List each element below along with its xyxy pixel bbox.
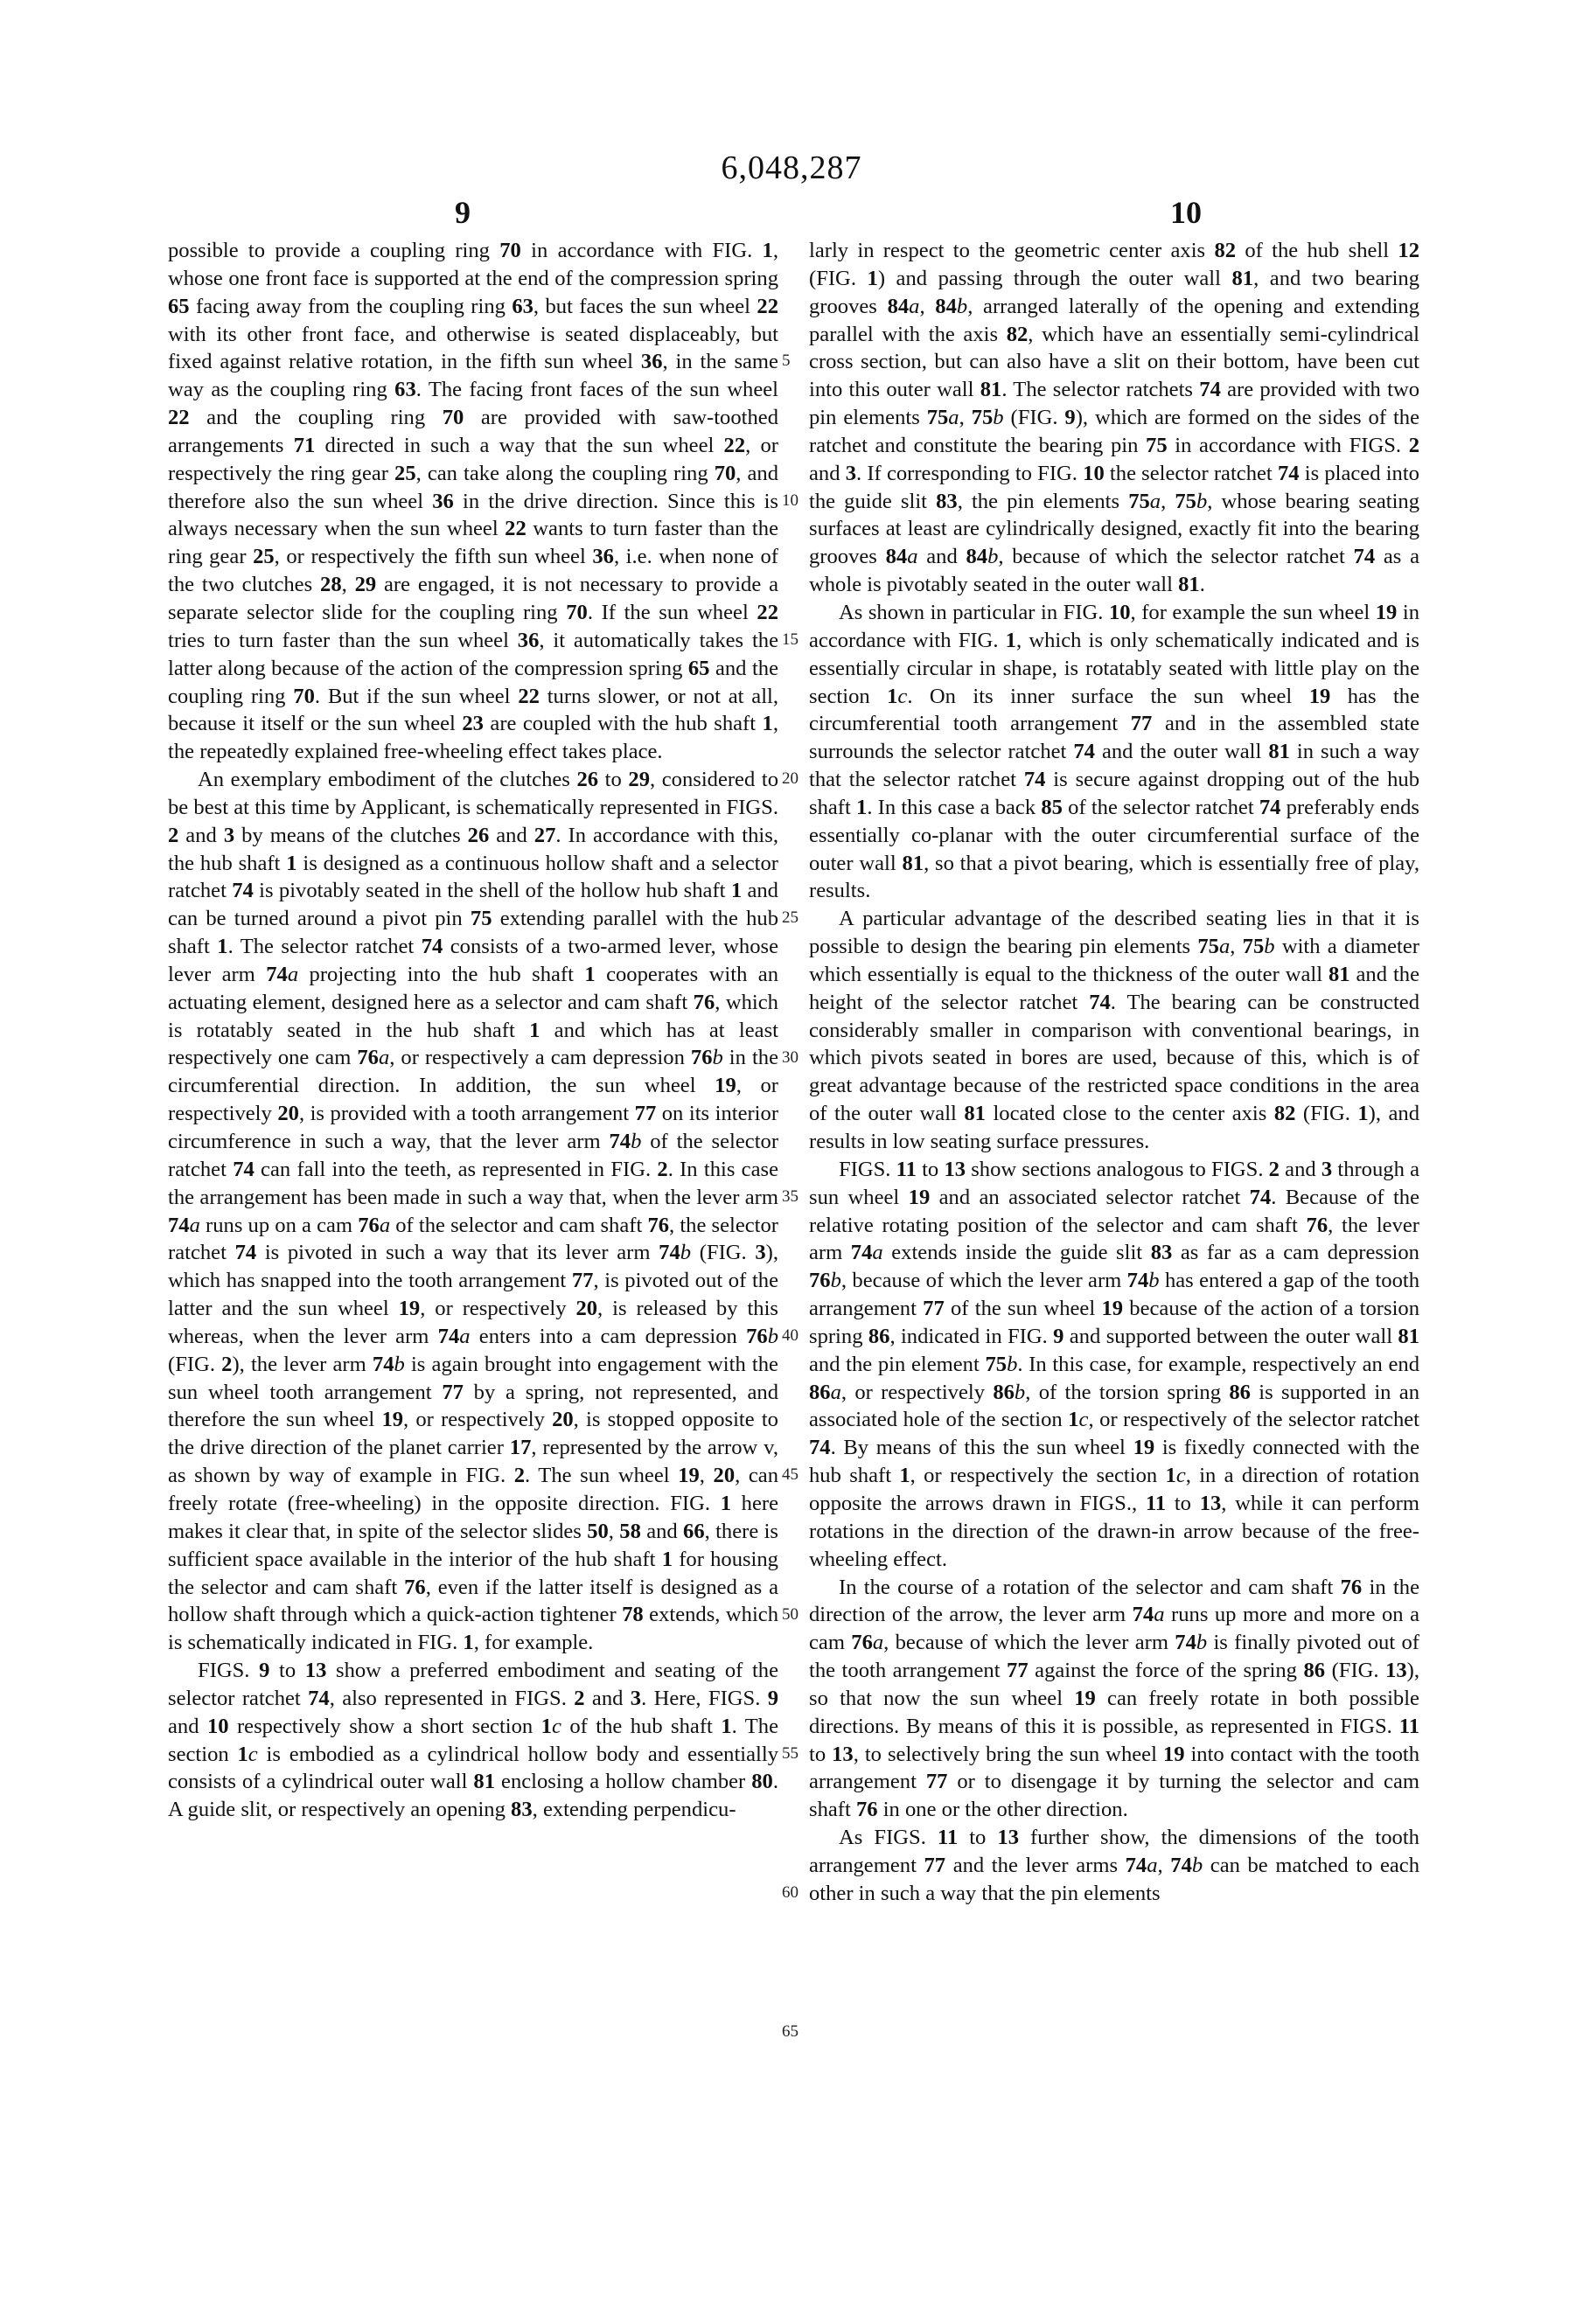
line-number: 55 bbox=[782, 1743, 798, 1763]
left-paragraph: An exemplary embodiment of the clutches 26 to 29, considered to be best at this time by Applicant, is schematically represented in FIGS. 2 and 3 by means of the clutches 26 and 27. In accordance with this, the hub shaft 1 is designed as a continuous hollow shaft and a selector ratchet 74 is pivotably seated in the shell of the hollow hub shaft 1 and can be turned around a pivot pin 75 extending parallel with the hub shaft 1. The selector ratchet 74 consists of a two-armed lever, whose lever arm 74a projecting into the hub shaft 1 cooperates with an actuating element, designed here as a selector and cam shaft 76, which is rotatably seated in the hub shaft 1 and which has at least respectively one cam 76a, or respectively a cam depression 76b in the circumferential direction. In addition, the sun wheel 19, or respectively 20, is provided with a tooth arrangement 77 on its interior circumference in such a way, that the lever arm 74b of the selector ratchet 74 can fall into the teeth, as represented in FIG. 2. In this case the arrangement has been made in such a way that, when the lever arm 74a runs up on a cam 76a of the selector and cam shaft 76, the selector ratchet 74 is pivoted in such a way that its lever arm 74b (FIG. 3), which has snapped into the tooth arrangement 77, is pivoted out of the latter and the sun wheel 19, or respectively 20, is released by this whereas, when the lever arm 74a enters into a cam depression 76b (FIG. 2), the lever arm 74b is again brought into engagement with the sun wheel tooth arrangement 77 by a spring, not represented, and therefore the sun wheel 19, or respectively 20, is stopped opposite to the drive direction of the planet carrier 17, represented by the arrow v, as shown by way of example in FIG. 2. The sun wheel 19, 20, can freely rotate (free-wheeling) in the opposite direction. FIG. 1 here makes it clear that, in spite of the selector slides 50, 58 and 66, there is sufficient space available in the interior of the hub shaft 1 for housing the selector and cam shaft 76, even if the latter itself is designed as a hollow shaft through which a quick-action tightener 78 extends, which is schematically indicated in FIG. 1, for example. bbox=[168, 768, 779, 1655]
line-number: 30 bbox=[782, 1047, 798, 1067]
line-number: 65 bbox=[782, 2022, 798, 2042]
right-paragraph: In the course of a rotation of the selector and cam shaft 76 in the direction of the arrow, the lever arm 74a runs up more and more on a cam 76a, because of which the lever arm 74b is finally pivoted out of the tooth arrangement 77 against the force of the spring 86 (FIG. 13), so that now the sun wheel 19 can freely rotate in both possible directions. By means of this it is possible, as represented in FIGS. 11 to 13, to selectively bring the sun wheel 19 into contact with the tooth arrangement 77 or to disengage it by turning the selector and cam shaft 76 in one or the other direction. bbox=[809, 1575, 1420, 1822]
line-number: 35 bbox=[782, 1186, 798, 1206]
line-number: 50 bbox=[782, 1604, 798, 1624]
right-paragraph: FIGS. 11 to 13 show sections analogous to FIGS. 2 and 3 through a sun wheel 19 and an associated selector ratchet 74. Because of the relative rotating position of the selector and cam shaft 76, the lever arm 74a extends inside the guide slit 83 as far as a cam depression 76b, because of which the lever arm 74b has entered a gap of the tooth arrangement 77 of the sun wheel 19 because of the action of a torsion spring 86, indicated in FIG. 9 and supported between the outer wall 81 and the pin element 75b. In this case, for example, respectively an end 86a, or respectively 86b, of the torsion spring 86 is supported in an associated hole of the section 1c, or respectively of the selector ratchet 74. By means of this the sun wheel 19 is fixedly connected with the hub shaft 1, or respectively the section 1c, in a direction of rotation opposite the arrows drawn in FIGS., 11 to 13, while it can perform rotations in the direction of the drawn-in arrow because of the free-wheeling effect. bbox=[809, 1157, 1420, 1571]
right-paragraph: larly in respect to the geometric center axis 82 of the hub shell 12 (FIG. 1) and passing through the outer wall 81, and two bearing grooves 84a, 84b, arranged laterally of the opening and extending parallel with the axis 82, which have an essentially semi-cylindrical cross section, but can also have a slit on their bottom, have been cut into this outer wall 81. The selector ratchets 74 are provided with two pin elements 75a, 75b (FIG. 9), which are formed on the sides of the ratchet and constitute the bearing pin 75 in accordance with FIGS. 2 and 3. If corresponding to FIG. 10 the selector ratchet 74 is placed into the guide slit 83, the pin elements 75a, 75b, whose bearing seating surfaces at least are cylindrically designed, exactly fit into the bearing grooves 84a and 84b, because of which the selector ratchet 74 as a whole is pivotably seated in the outer wall 81. bbox=[809, 239, 1420, 597]
right-text-column bbox=[809, 237, 1419, 1908]
line-number: 15 bbox=[782, 630, 798, 649]
line-number: 60 bbox=[782, 1883, 798, 1903]
line-number: 10 bbox=[782, 491, 798, 510]
line-number: 45 bbox=[782, 1465, 798, 1485]
right-paragraph: As shown in particular in FIG. 10, for example the sun wheel 19 in accordance with FIG. 1, which is only schematically indicated and is essentially circular in shape, is rotatably seated with little play on the section 1c. On its inner surface the sun wheel 19 has the circumferential tooth arrangement 77 and in the assembled state surrounds the selector ratchet 74 and the outer wall 81 in such a way that the selector ratchet 74 is secure against dropping out of the hub shaft 1. In this case a back 85 of the selector ratchet 74 preferably ends essentially co-planar with the outer circumferential surface of the outer wall 81, so that a pivot bearing, which is essentially free of play, results. bbox=[809, 600, 1419, 903]
left-paragraph: possible to provide a coupling ring 70 in accordance with FIG. 1, whose one front face is supported at the end of the compression spring 65 facing away from the coupling ring 63, but faces the sun wheel 22 with its other front face, and otherwise is seated displaceably, but fixed against relative rotation, in the fifth sun wheel 36, in the same way as the coupling ring 63. The facing front faces of the sun wheel 22 and the coupling ring 70 are provided with saw-toothed arrangements 71 directed in such a way that the sun wheel 22, or respectively the ring gear 25, can take along the coupling ring 70, and therefore also the sun wheel 36 in the drive direction. Since this is always necessary when the sun wheel 22 wants to turn faster than the ring gear 25, or respectively the fifth sun wheel 36, i.e. when none of the two clutches 28, 29 are engaged, it is not necessary to provide a separate selector slide for the coupling ring 70. If the sun wheel 22 tries to turn faster than the sun wheel 36, it automatically takes the latter along because of the action of the compression spring 65 and the coupling ring 70. But if the sun wheel 22 turns slower, or not at all, because it itself or the sun wheel 23 are coupled with the hub shaft 1, the repeatedly explained free-wheeling effect takes place. bbox=[168, 239, 779, 764]
line-number: 20 bbox=[782, 769, 798, 789]
patent-number: 6,048,287 bbox=[721, 150, 862, 186]
line-number: 25 bbox=[782, 908, 798, 928]
column-number-left: 9 bbox=[455, 195, 471, 230]
right-paragraph: A particular advantage of the described seating lies in that it is possible to design the bearing pin elements 75a, 75b with a diameter which essentially is equal to the thickness of the outer wall 81 and the height of the selector ratchet 74. The bearing can be constructed considerably smaller in comparison with conventional bearings, in which pivots seated in bores are used, because of this, which is of great advantage because of the restricted space conditions in the area of the outer wall 81 located close to the center axis 82 (FIG. 1), and results in low seating surface pressures. bbox=[809, 907, 1420, 1153]
line-number: 5 bbox=[782, 351, 791, 371]
left-text-column bbox=[168, 237, 778, 1824]
left-paragraph: FIGS. 9 to 13 show a preferred embodiment and seating of the selector ratchet 74, also represented in FIGS. 2 and 3. Here, FIGS. 9 and 10 respectively show a short section 1c of the hub shaft 1. The section 1c is embodied as a cylindrical hollow body and essentially consists of a cylindrical outer wall 81 enclosing a hollow chamber 80. A guide slit, or respectively an opening 83, extending perpendicu- bbox=[168, 1659, 779, 1822]
line-number: 40 bbox=[782, 1326, 798, 1346]
right-paragraph: As FIGS. 11 to 13 further show, the dimensions of the tooth arrangement 77 and the lever arms 74a, 74b can be matched to each other in such a way that the pin elements bbox=[809, 1826, 1420, 1905]
column-number-right: 10 bbox=[1170, 195, 1202, 230]
